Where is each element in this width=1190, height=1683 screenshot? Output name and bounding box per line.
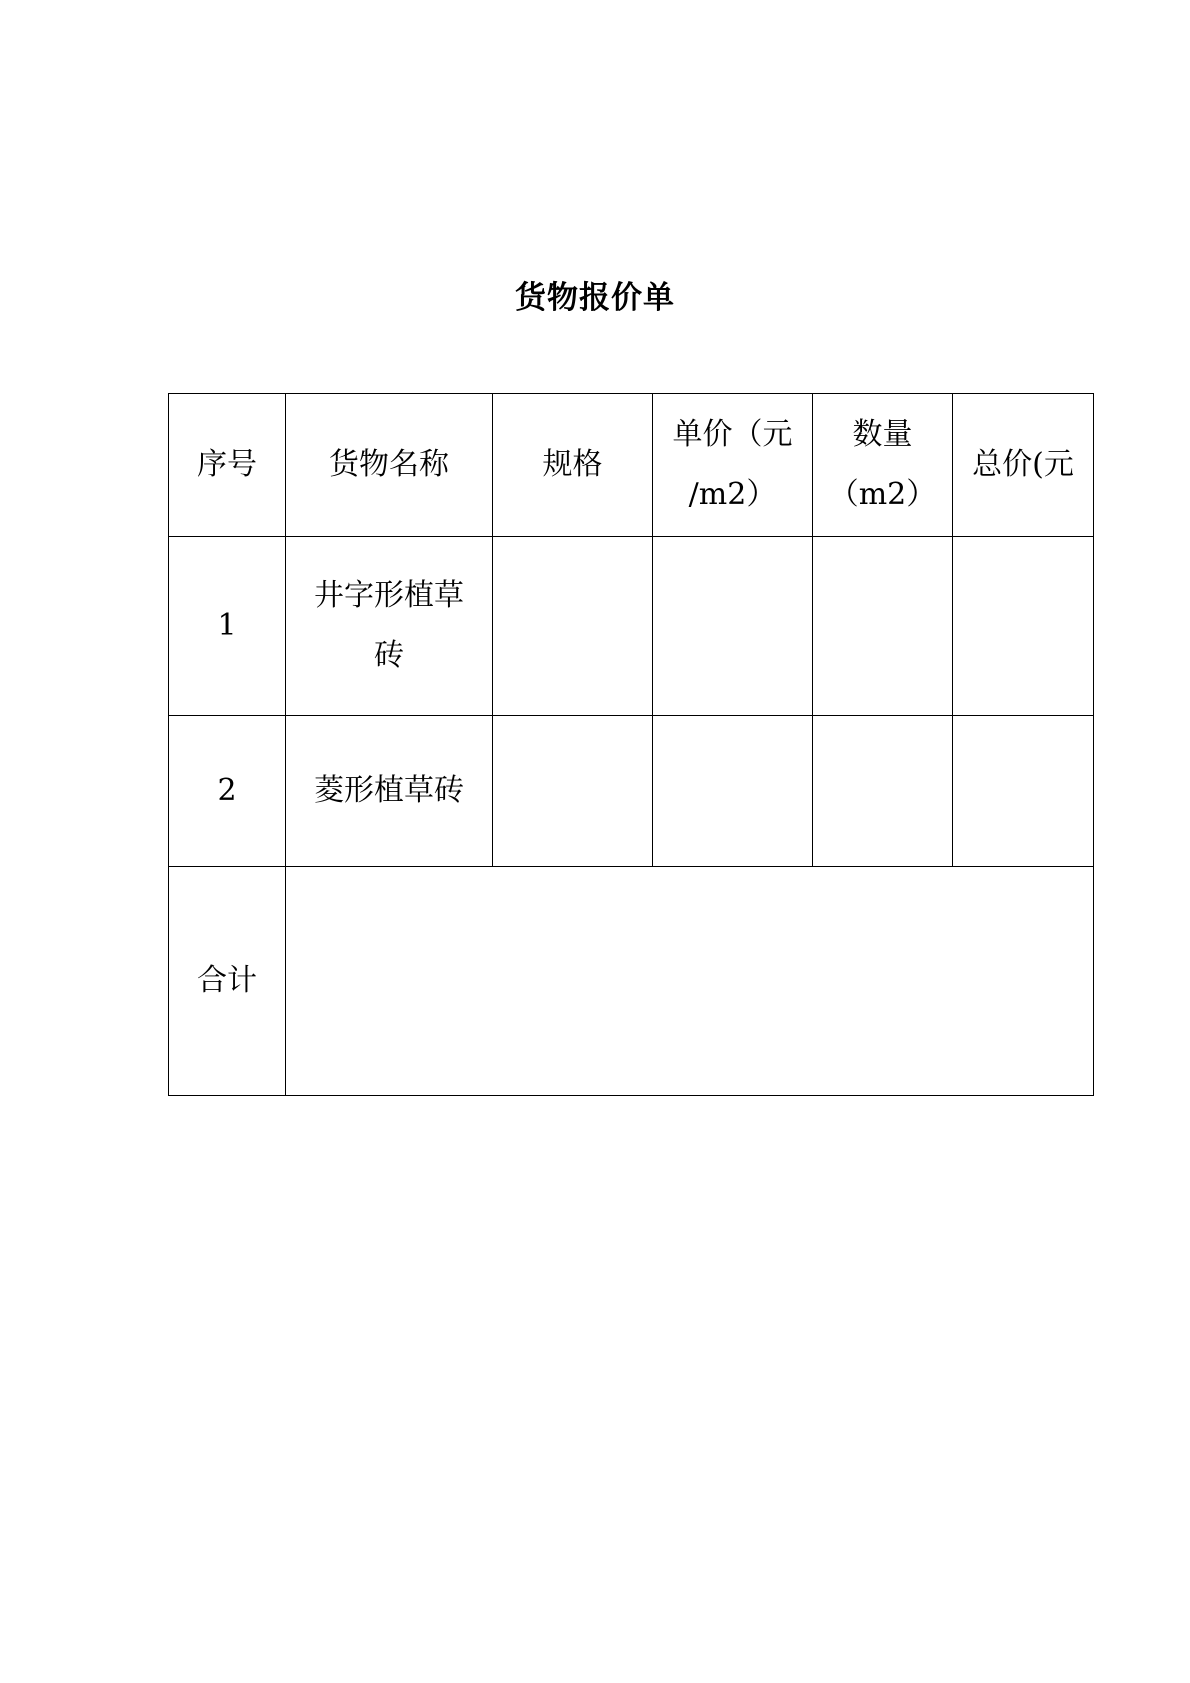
header-name-label: 货物名称 [329,447,449,482]
row-seq: 1 [217,608,237,643]
table-header-row [169,394,1094,537]
quotation-table [168,393,1094,1096]
header-name [286,394,493,537]
summary-label-cell [169,867,286,1096]
header-spec [493,394,653,537]
row-total-cell [953,537,1094,716]
header-total [953,394,1094,537]
row-seq-cell [169,537,286,716]
summary-value-cell [286,867,1094,1096]
row-unit-price-cell [653,716,813,867]
row-spec-cell [493,537,653,716]
row-spec-cell [493,716,653,867]
row-unit-price-cell [653,537,813,716]
row-name-cell [286,716,493,867]
header-seq-label: 序号 [197,447,257,482]
row-quantity-cell [813,716,953,867]
header-unit-price [653,394,813,537]
header-total-label: 总价(元 [972,447,1074,482]
header-quantity-line2: （m2） [828,477,937,512]
header-seq [169,394,286,537]
header-unit-price-line2: /m2） [688,477,777,512]
row-seq: 2 [217,773,237,808]
header-quantity-line1: 数量 [852,417,913,452]
row-total-cell [953,716,1094,867]
row-seq-cell [169,716,286,867]
summary-row [169,867,1094,1096]
row-name-line2: 砖 [374,638,404,673]
row-name: 菱形植草砖 [314,773,464,808]
table-row [169,537,1094,716]
summary-label: 合计 [197,963,257,998]
header-unit-price-line1: 单价（元 [672,417,793,452]
row-quantity-cell [813,537,953,716]
row-name-cell [286,537,493,716]
header-quantity [813,394,953,537]
document-title: 货物报价单 [515,280,675,316]
row-name-line1: 井字形植草 [314,578,464,613]
table-row [169,716,1094,867]
header-spec-label: 规格 [542,447,603,482]
